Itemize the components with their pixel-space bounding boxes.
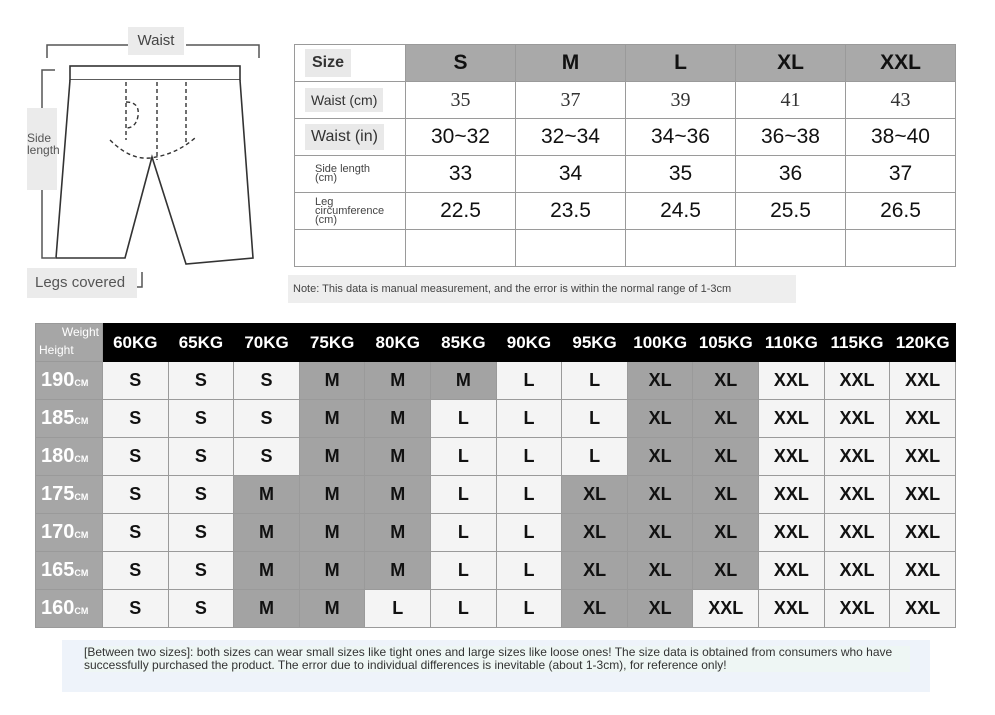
side-length-xxl: 37 — [846, 156, 956, 193]
size-cell: M — [365, 476, 431, 514]
size-cell: XXL — [759, 514, 825, 552]
size-cell: XXL — [890, 400, 956, 438]
height-value: 175 — [41, 483, 75, 505]
measurement-table — [294, 44, 956, 267]
size-cell: XL — [627, 476, 693, 514]
height-value: 190 — [41, 369, 75, 391]
waist-cm-s: 35 — [406, 82, 516, 119]
grid-row-height — [36, 362, 956, 400]
waist-cm-label: Waist (cm) — [305, 88, 383, 112]
size-cell: S — [168, 400, 234, 438]
size-cell: L — [496, 400, 562, 438]
size-cell: M — [299, 514, 365, 552]
height-unit: CM — [74, 378, 89, 388]
size-cell: XXL — [759, 476, 825, 514]
size-cell: L — [496, 362, 562, 400]
size-cell: XXL — [824, 362, 890, 400]
size-recommendation-grid — [35, 323, 956, 628]
size-cell: M — [234, 514, 300, 552]
waist-cm-xl: 41 — [736, 82, 846, 119]
size-header-s: S — [406, 45, 516, 82]
side-length-s: 33 — [406, 156, 516, 193]
size-cell: L — [496, 552, 562, 590]
waist-in-row-label-cell — [295, 119, 406, 156]
weight-header-cell: 90KG — [496, 324, 562, 362]
size-cell: M — [299, 400, 365, 438]
size-cell: M — [299, 552, 365, 590]
size-cell: L — [562, 400, 628, 438]
size-cell: M — [299, 476, 365, 514]
size-cell: S — [103, 400, 169, 438]
leg-circ-s: 22.5 — [406, 193, 516, 230]
size-cell: XL — [627, 362, 693, 400]
size-header-xxl: XXL — [846, 45, 956, 82]
side-length-row-label-line2: (cm) — [315, 172, 337, 184]
height-value: 170 — [41, 521, 75, 543]
size-cell: M — [365, 514, 431, 552]
size-cell: XL — [562, 552, 628, 590]
size-cell: M — [299, 362, 365, 400]
weight-header-cell: 65KG — [168, 324, 234, 362]
leg-circ-m: 23.5 — [516, 193, 626, 230]
size-cell: L — [496, 514, 562, 552]
height-header-cell — [36, 438, 103, 476]
height-header-cell — [36, 514, 103, 552]
size-cell: XL — [693, 400, 759, 438]
weight-header-cell: 80KG — [365, 324, 431, 362]
waist-in-label: Waist (in) — [305, 124, 384, 150]
size-grid-body — [36, 324, 956, 628]
size-cell: XL — [627, 400, 693, 438]
height-header-cell — [36, 590, 103, 628]
size-cell: L — [365, 590, 431, 628]
weight-header-cell: 115KG — [824, 324, 890, 362]
size-cell: L — [431, 590, 497, 628]
side-length-xl: 36 — [736, 156, 846, 193]
size-cell: XL — [693, 362, 759, 400]
size-cell: XXL — [824, 552, 890, 590]
size-cell: XXL — [890, 514, 956, 552]
size-cell: XL — [693, 514, 759, 552]
legs-covered-label: Legs covered — [27, 268, 137, 298]
leg-circ-xxl: 26.5 — [846, 193, 956, 230]
size-header-xl: XL — [736, 45, 846, 82]
size-cell: L — [431, 476, 497, 514]
leg-circ-row-label-cell — [295, 193, 406, 230]
size-cell: XXL — [759, 400, 825, 438]
weight-header-cell: 105KG — [693, 324, 759, 362]
side-length-label — [27, 108, 60, 190]
side-length-row-label-cell — [295, 156, 406, 193]
disclaimer-box — [62, 640, 930, 692]
size-cell: S — [103, 476, 169, 514]
height-axis-label: Height — [39, 343, 74, 357]
empty-cell — [846, 230, 956, 267]
size-cell: L — [431, 514, 497, 552]
size-cell: S — [168, 514, 234, 552]
side-length-row-label-line1: Side length — [315, 163, 371, 175]
size-cell: XL — [627, 438, 693, 476]
size-cell: L — [431, 400, 497, 438]
height-unit: CM — [74, 492, 89, 502]
size-cell: XL — [627, 552, 693, 590]
size-header-cell — [295, 45, 406, 82]
size-cell: L — [496, 476, 562, 514]
waist-in-xl: 36~38 — [736, 119, 846, 156]
size-cell: XXL — [824, 400, 890, 438]
size-cell: XL — [693, 552, 759, 590]
height-header-cell — [36, 362, 103, 400]
size-cell: M — [234, 476, 300, 514]
size-cell: L — [562, 438, 628, 476]
empty-row — [295, 230, 956, 267]
waist-in-m: 32~34 — [516, 119, 626, 156]
size-cell: L — [431, 438, 497, 476]
size-cell: XL — [627, 590, 693, 628]
size-cell: S — [168, 362, 234, 400]
measurement-note: Note: This data is manual measurement, and the error is within the normal range of 1-3cm — [288, 275, 796, 303]
height-value: 165 — [41, 559, 75, 581]
height-unit: CM — [74, 530, 89, 540]
size-cell: XL — [562, 590, 628, 628]
empty-cell — [406, 230, 516, 267]
size-cell: S — [103, 514, 169, 552]
height-value: 180 — [41, 445, 75, 467]
waist-cm-l: 39 — [626, 82, 736, 119]
size-cell: M — [365, 438, 431, 476]
side-length-label-line2: length — [27, 143, 60, 157]
waist-cm-m: 37 — [516, 82, 626, 119]
size-header-l: L — [626, 45, 736, 82]
size-cell: XXL — [890, 590, 956, 628]
weight-header-cell: 110KG — [759, 324, 825, 362]
size-cell: S — [234, 362, 300, 400]
size-cell: S — [168, 552, 234, 590]
height-header-cell — [36, 552, 103, 590]
height-value: 185 — [41, 407, 75, 429]
weight-header-cell: 85KG — [431, 324, 497, 362]
grid-row-height — [36, 590, 956, 628]
size-cell: S — [103, 590, 169, 628]
grid-corner-cell — [36, 324, 103, 362]
size-cell: L — [496, 438, 562, 476]
size-cell: XXL — [824, 514, 890, 552]
size-cell: L — [562, 362, 628, 400]
waist-in-s: 30~32 — [406, 119, 516, 156]
size-cell: S — [103, 552, 169, 590]
grid-row-height — [36, 514, 956, 552]
empty-cell — [516, 230, 626, 267]
size-cell: XXL — [759, 552, 825, 590]
size-cell: S — [234, 438, 300, 476]
size-cell: XXL — [890, 362, 956, 400]
waist-cm-row — [295, 82, 956, 119]
leg-circ-xl: 25.5 — [736, 193, 846, 230]
size-cell: XXL — [693, 590, 759, 628]
size-cell: XXL — [890, 552, 956, 590]
grid-header-row — [36, 324, 956, 362]
empty-cell — [626, 230, 736, 267]
waist-cm-row-label-cell — [295, 82, 406, 119]
grid-row-height — [36, 476, 956, 514]
grid-row-height — [36, 438, 956, 476]
height-value: 160 — [41, 597, 75, 619]
height-unit: CM — [74, 568, 89, 578]
size-header-label: Size — [305, 49, 351, 77]
size-cell: S — [103, 362, 169, 400]
weight-header-cell: 75KG — [299, 324, 365, 362]
waist-in-row — [295, 119, 956, 156]
size-cell: XL — [693, 438, 759, 476]
size-cell: M — [431, 362, 497, 400]
weight-header-cell: 100KG — [627, 324, 693, 362]
leg-circ-l: 24.5 — [626, 193, 736, 230]
size-cell: XXL — [759, 362, 825, 400]
size-cell: M — [299, 438, 365, 476]
size-cell: L — [431, 552, 497, 590]
weight-header-cell: 70KG — [234, 324, 300, 362]
side-length-l: 35 — [626, 156, 736, 193]
garment-diagram — [0, 0, 290, 300]
size-header-m: M — [516, 45, 626, 82]
size-cell: XXL — [890, 438, 956, 476]
measurement-header-row — [295, 45, 956, 82]
grid-row-height — [36, 552, 956, 590]
height-unit: CM — [74, 606, 89, 616]
waist-in-xxl: 38~40 — [846, 119, 956, 156]
side-length-label-line1: Side — [27, 131, 52, 145]
leg-circumference-row — [295, 193, 956, 230]
size-cell: XXL — [824, 476, 890, 514]
size-cell: XXL — [824, 590, 890, 628]
size-cell: M — [299, 590, 365, 628]
size-cell: XXL — [824, 438, 890, 476]
size-cell: S — [168, 476, 234, 514]
empty-cell — [295, 230, 406, 267]
empty-cell — [736, 230, 846, 267]
side-length-row — [295, 156, 956, 193]
size-cell: L — [496, 590, 562, 628]
weight-axis-label: Weight — [61, 325, 99, 339]
waist-in-l: 34~36 — [626, 119, 736, 156]
weight-header-cell: 95KG — [562, 324, 628, 362]
size-cell: M — [234, 590, 300, 628]
size-cell: XL — [693, 476, 759, 514]
height-header-cell — [36, 400, 103, 438]
weight-header-cell: 60KG — [103, 324, 169, 362]
height-header-cell — [36, 476, 103, 514]
weight-header-cell: 120KG — [890, 324, 956, 362]
size-cell: XXL — [890, 476, 956, 514]
waist-label: Waist — [128, 27, 184, 55]
leg-circ-row-label-line1: Leg circumference — [315, 195, 385, 217]
leg-circ-row-label-line2: (cm) — [315, 213, 337, 226]
waist-cm-xxl: 43 — [846, 82, 956, 119]
size-cell: S — [103, 438, 169, 476]
size-cell: M — [365, 362, 431, 400]
height-unit: CM — [74, 416, 89, 426]
size-cell: M — [365, 400, 431, 438]
side-length-m: 34 — [516, 156, 626, 193]
size-cell: XL — [627, 514, 693, 552]
size-cell: S — [168, 438, 234, 476]
grid-row-height — [36, 400, 956, 438]
size-cell: M — [234, 552, 300, 590]
height-unit: CM — [74, 454, 89, 464]
size-cell: M — [365, 552, 431, 590]
size-cell: XXL — [759, 590, 825, 628]
disclaimer-text: [Between two sizes]: both sizes can wear small sizes like tight ones and large sizes like loose ones! The size data is obtained from consumers who have successfully purchased the product. The error due to individual differences is inevitable (about 1-3cm), for reference only! — [84, 646, 910, 672]
size-cell: XL — [562, 514, 628, 552]
size-cell: XL — [562, 476, 628, 514]
size-cell: S — [234, 400, 300, 438]
size-cell: XXL — [759, 438, 825, 476]
size-cell: S — [168, 590, 234, 628]
